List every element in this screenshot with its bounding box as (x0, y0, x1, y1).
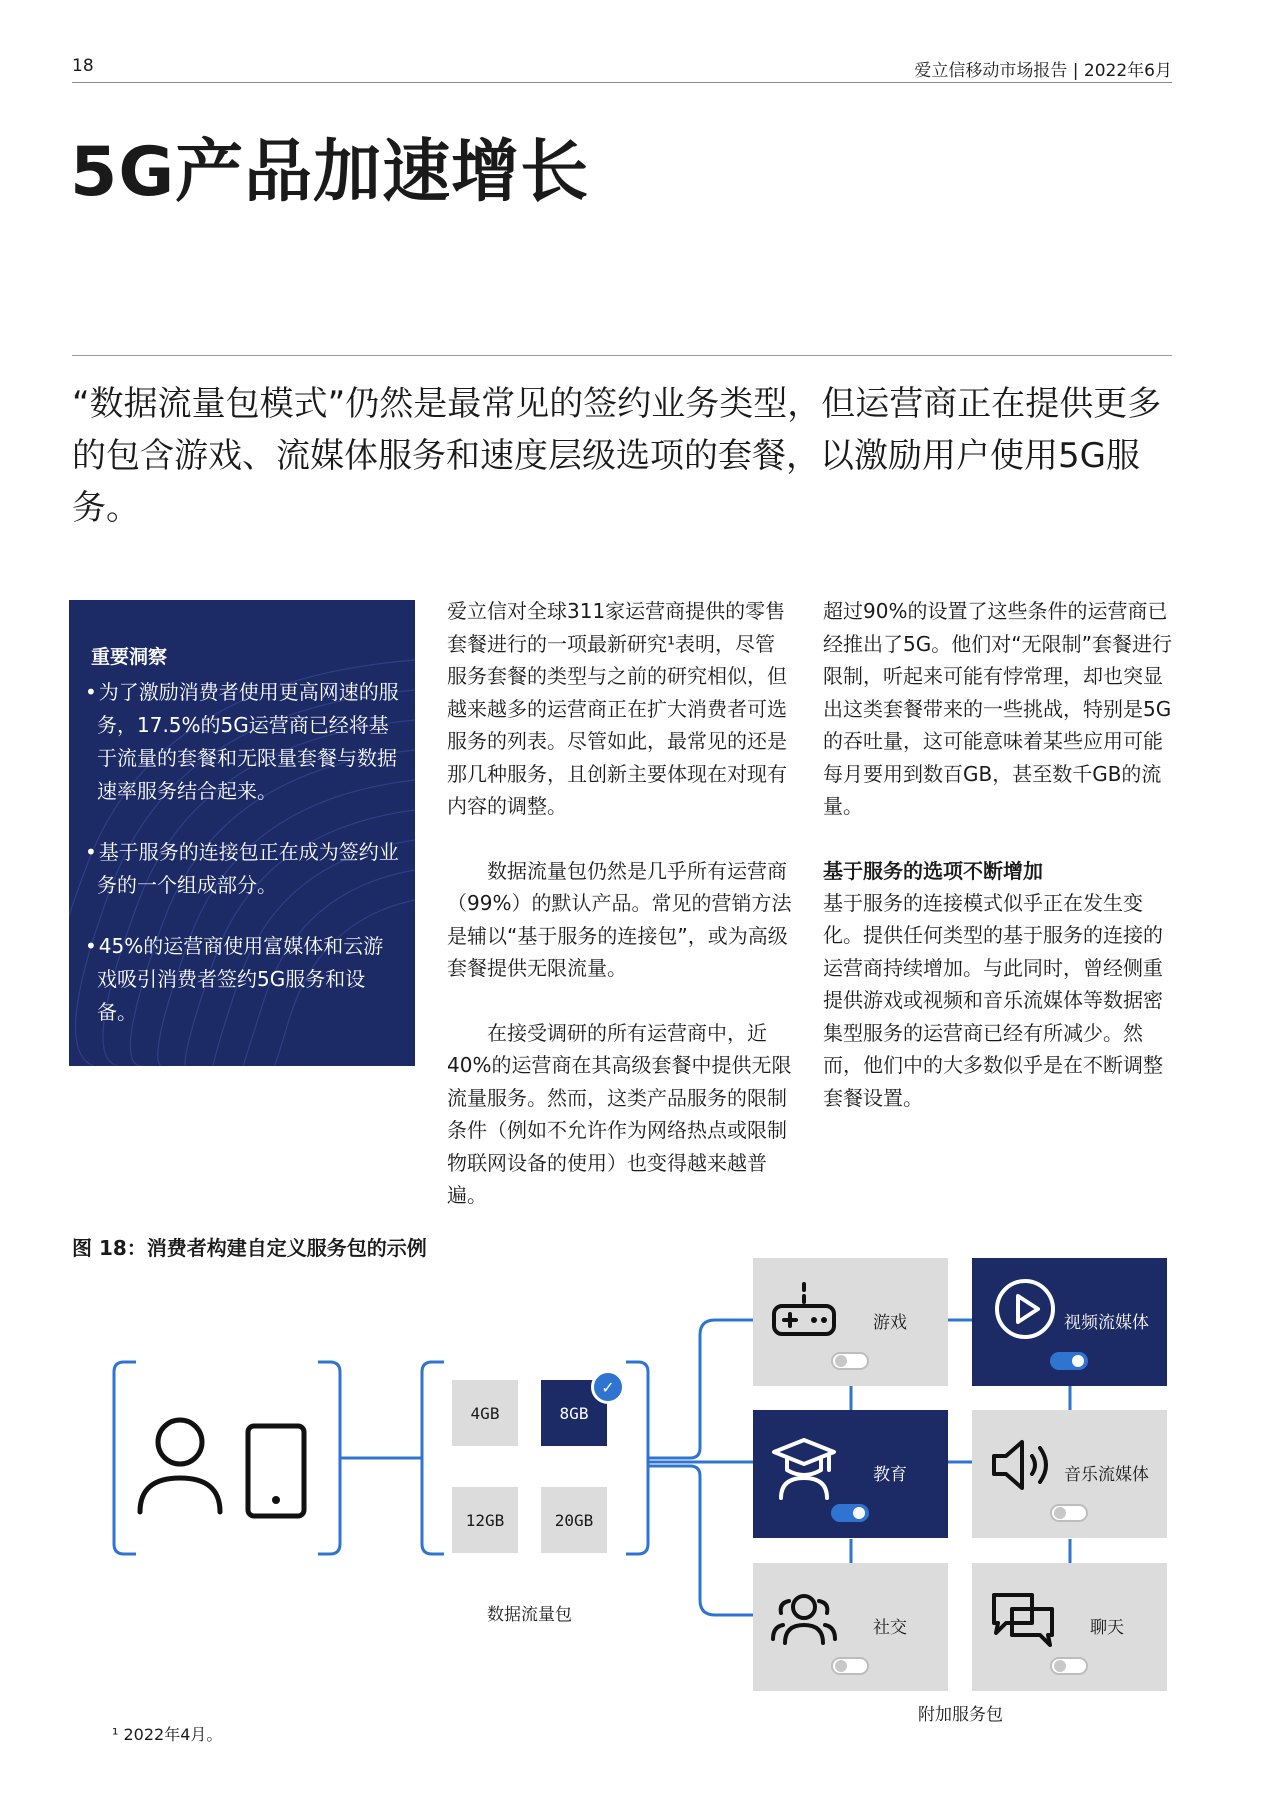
section-heading: 基于服务的选项不断增加 (823, 858, 1043, 883)
body-paragraph: 数据流量包仍然是几乎所有运营商（99%）的默认产品。常见的营销方法是辅以“基于服务的连接包”，或为高级套餐提供无限流量。 (447, 858, 792, 980)
report-header: 爱立信移动市场报告 | 2022年6月 (914, 61, 1172, 81)
insight-item: • 基于服务的连接包正在成为签约业务的一个组成部分。 (83, 836, 403, 902)
play-icon (990, 1274, 1060, 1344)
insight-item: • 为了激励消费者使用更高网速的服务，17.5%的5G运营商已经将基于流量的套餐和无限量套餐与数据速率服务结合起来。 (83, 676, 403, 808)
social-toggle[interactable] (831, 1657, 869, 1675)
education-toggle[interactable] (831, 1504, 869, 1522)
gaming-toggle[interactable] (831, 1352, 869, 1370)
figure-caption: 图 18：消费者构建自定义服务包的示例 (72, 1236, 427, 1260)
service-label: 社交 (873, 1618, 907, 1638)
bundle-option-selected[interactable]: 8GB (541, 1380, 607, 1446)
service-tile-social[interactable] (753, 1563, 948, 1691)
gamepad-icon (769, 1278, 839, 1348)
lead-paragraph: “数据流量包模式”仍然是最常见的签约业务类型，但运营商正在提供更多的包含游戏、流媒体服务和速度层级选项的套餐，以激励用户使用5G服务。 (72, 384, 1162, 528)
addon-bundle-label: 附加服务包 (918, 1705, 1003, 1725)
chat-bubbles-icon (988, 1583, 1058, 1653)
person-icon (140, 1420, 220, 1512)
page-title: 5G产品加速增长 (70, 133, 590, 212)
service-tile-music[interactable] (972, 1410, 1167, 1538)
service-tile-chat[interactable] (972, 1563, 1167, 1691)
speaker-icon (988, 1430, 1058, 1500)
bundle-option[interactable]: 4GB (452, 1380, 518, 1446)
insight-item: • 45%的运营商使用富媒体和云游戏吸引消费者签约5G服务和设备。 (83, 930, 403, 1029)
footnote: ¹ 2022年4月。 (112, 1725, 223, 1744)
service-label: 音乐流媒体 (1064, 1465, 1149, 1485)
service-label: 视频流媒体 (1064, 1313, 1149, 1333)
checkmark-icon: ✓ (591, 1370, 625, 1404)
body-paragraph: 爱立信对全球311家运营商提供的零售套餐进行的一项最新研究¹表明，尽管服务套餐的类型与之前的研究相似，但越来越多的运营商正在扩大消费者可选服务的列表。尽管如此，最常见的还是那几种服务，且创新主要体现在对现有内容的调整。 (447, 599, 787, 818)
bundle-option[interactable]: 12GB (452, 1487, 518, 1553)
service-tile-video[interactable] (972, 1258, 1167, 1386)
insight-title: 重要洞察 (91, 646, 168, 668)
body-paragraph: 基于服务的连接模式似乎正在发生变化。提供任何类型的基于服务的连接的运营商持续增加。与此同时，曾经侧重提供游戏或视频和音乐流媒体等数据密集型服务的运营商已经有所减少。然而，他们中的大多数似乎是在不断调整套餐设置。 (823, 890, 1163, 1110)
graduation-cap-icon (769, 1430, 839, 1500)
page-number: 18 (72, 56, 94, 76)
body-paragraph: 超过90%的设置了这些条件的运营商已经推出了5G。他们对“无限制”套餐进行限制，听起来可能有悖常理，却也突显出这类套餐带来的一些挑战，特别是5G的吞吐量，这可能意味着某些应用可能每月要用到数百GB，甚至数千GB的流量。 (823, 599, 1172, 818)
video-toggle[interactable] (1050, 1352, 1088, 1370)
service-tile-education[interactable] (753, 1410, 948, 1538)
body-paragraph: 在接受调研的所有运营商中，近40%的运营商在其高级套餐中提供无限流量服务。然而，这类产品服务的限制条件（例如不允许作为网络热点或限制物联网设备的使用）也变得越来越普遍。 (447, 1020, 792, 1207)
bundle-option[interactable]: 20GB (541, 1487, 607, 1553)
music-toggle[interactable] (1050, 1504, 1088, 1522)
service-label: 教育 (873, 1465, 907, 1485)
service-tile-gaming[interactable] (753, 1258, 948, 1386)
service-label: 聊天 (1090, 1618, 1124, 1638)
service-label: 游戏 (873, 1313, 907, 1333)
chat-toggle[interactable] (1050, 1657, 1088, 1675)
data-bundle-label: 数据流量包 (487, 1605, 572, 1625)
people-icon (769, 1583, 839, 1653)
